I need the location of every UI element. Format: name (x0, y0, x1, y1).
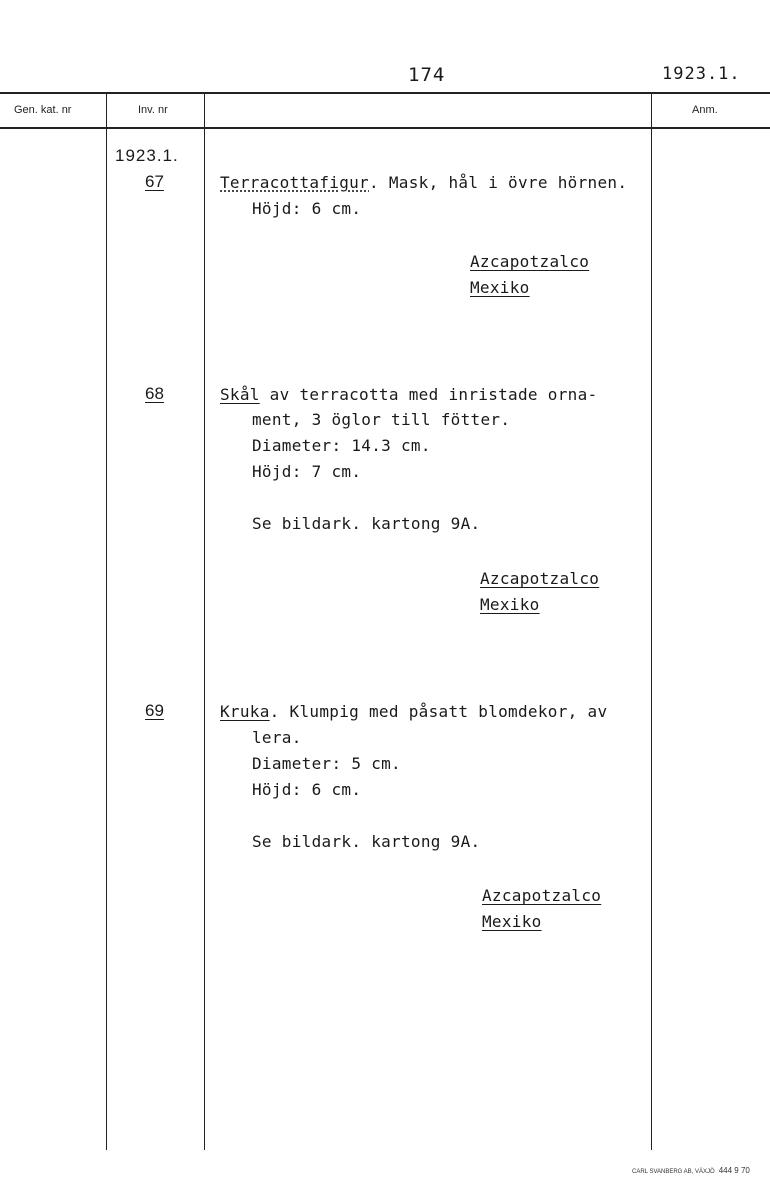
printer-name: CARL SVANBERG AB, VÄXJÖ (632, 1169, 715, 1175)
inventory-number: 69 (145, 701, 164, 720)
entry-description (220, 173, 627, 192)
entry-detail-line: lera. (252, 728, 302, 747)
column-divider-2 (204, 94, 205, 1150)
entry-description-rest: . Klumpig med påsatt blomdekor, av (269, 702, 608, 721)
entry-detail-line: Diameter: 14.3 cm. (252, 436, 431, 455)
entry-title: Terracottafigur (220, 173, 369, 192)
entry-title: Skål (220, 385, 260, 404)
inventory-number: 67 (145, 172, 164, 191)
find-place: Azcapotzalco (480, 569, 600, 588)
column-divider-3 (651, 94, 652, 1150)
entry-detail-line: Diameter: 5 cm. (252, 754, 401, 773)
entry-description (220, 385, 597, 404)
find-country: Mexiko (482, 912, 542, 931)
printer-imprint (632, 1166, 750, 1175)
column-header-anm: Anm. (692, 104, 718, 116)
entry-detail-line: Höjd: 6 cm. (252, 199, 362, 218)
entry-detail-line: ment, 3 öglor till fötter. (252, 410, 511, 429)
entry-description-rest: av terracotta med inristade orna- (259, 385, 598, 404)
entry-detail-line: Höjd: 7 cm. (252, 462, 362, 481)
page-number: 174 (408, 64, 446, 86)
header-top-rule (0, 92, 770, 94)
entry-description-rest: . Mask, hål i övre hörnen. (369, 173, 628, 192)
see-reference: Se bildark. kartong 9A. (252, 832, 481, 851)
accession-reference: 1923.1. (662, 64, 741, 84)
see-reference: Se bildark. kartong 9A. (252, 514, 481, 533)
find-place: Azcapotzalco (482, 886, 602, 905)
find-place: Azcapotzalco (470, 252, 590, 271)
year-reference: 1923.1. (115, 146, 179, 165)
header-bottom-rule (0, 127, 770, 129)
entry-detail-line: Höjd: 6 cm. (252, 780, 362, 799)
entry-description (220, 702, 607, 721)
find-country: Mexiko (480, 595, 540, 614)
column-header-inv: Inv. nr (138, 104, 168, 116)
inventory-number: 68 (145, 384, 164, 403)
form-code: 444 9 70 (718, 1166, 750, 1175)
entry-title: Kruka (220, 702, 270, 721)
find-country: Mexiko (470, 278, 530, 297)
column-divider-1 (106, 94, 107, 1150)
column-header-gen-kat: Gen. kat. nr (14, 104, 72, 116)
